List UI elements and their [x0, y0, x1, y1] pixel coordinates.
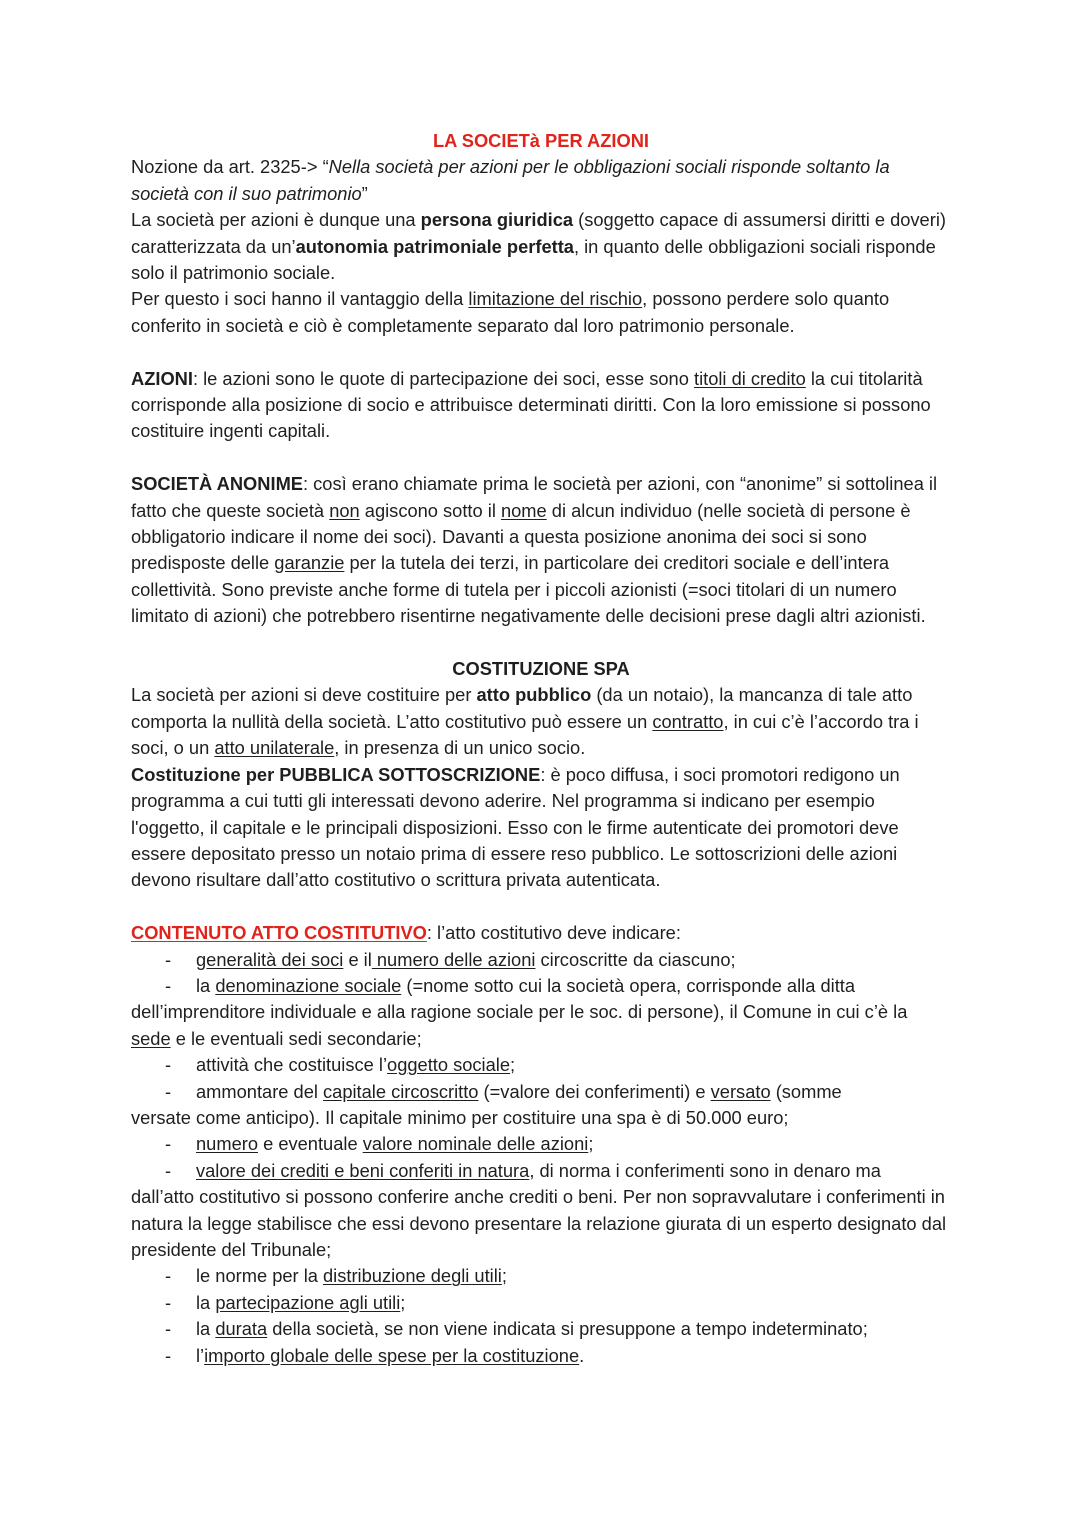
- paragraph-limitazione-rischio: Per questo i soci hanno il vantaggio della limitazione del rischio, possono perdere solo quanto conferito in società e ciò è completamente separato dal loro patrimonio personale.: [131, 288, 890, 336]
- paragraph-societa-anonime: SOCIETÀ ANONIME: così erano chiamate prima le società per azioni, con “anonime” si sottolinea il fatto che queste società non agiscono sotto il nome di alcun individuo (nelle società di persone è obbligatorio indicare il nome dei soci). Davanti a questa posizione anonima dei soci si sono predisposte delle garanzie per la tutela dei terzi, in particolare dei creditori sociale e dell’intera collettività. Sono previste anche forme di tutela per i piccoli azionisti (=soci titolari di un numero limitato di azioni) che potrebbero risentirne negativamente delle decisioni prese dagli altri azionisti.: [131, 473, 938, 627]
- list-item: - le norme per la distribuzione degli utili;: [165, 1265, 507, 1287]
- paragraph-pubblica-sottoscrizione: Costituzione per PUBBLICA SOTTOSCRIZIONE: è poco diffusa, i soci promotori redigono un programma a cui tutti gli interessati devono aderire. Nel programma si indicano per esempio l'oggetto, il capitale e le principali disposizioni. Esso con le firme autenticate dei promotori deve essere depositato presso un notaio prima di essere reso pubblico. Le sottoscrizioni delle azioni devono risultare dall’atto costitutivo o scrittura privata autenticata.: [131, 763, 900, 891]
- quote-art-2325: Nella società per azioni per le obbligazioni sociali risponde soltanto la società con il suo patrimonio: [131, 156, 890, 204]
- paragraph-azioni: AZIONI: le azioni sono le quote di partecipazione dei soci, esse sono titoli di credito la cui titolarità corrisponde alla posizione di socio e attribuisce determinati diritti. Con la loro emissione si possono costituire ingenti capitali.: [131, 367, 931, 442]
- list-item: - la partecipazione agli utili;: [165, 1291, 406, 1313]
- list-item: - la denominazione sociale (=nome sotto cui la società opera, corrisponde alla ditta dell’imprenditore individuale e alla ragione sociale per le soc. di persone), il Comune in cui c’è la sede e le eventuali sedi secondarie;: [131, 974, 908, 1049]
- page-title: LA SOCIETà PER AZIONI: [432, 130, 649, 151]
- list-item: - valore dei crediti e beni conferiti in natura, di norma i conferimenti sono in denaro ma dall’atto costitutivo si possono conferire anche crediti o beni. Per non sopravvalutare i conferimenti in natura la legge stabilisce che essi devono presentare la relazione giurata di un esperto designato dal presidente del Tribunale;: [131, 1159, 947, 1260]
- list-item: - numero e eventuale valore nominale delle azioni;: [165, 1133, 594, 1155]
- paragraph-contenuto-atto: CONTENUTO ATTO COSTITUTIVO: l’atto costitutivo deve indicare:: [131, 922, 681, 944]
- section-title-costituzione: COSTITUZIONE SPA: [452, 658, 630, 680]
- list-item: - attività che costituisce l’oggetto sociale;: [165, 1054, 516, 1076]
- paragraph-atto-pubblico: La società per azioni si deve costituire per atto pubblico (da un notaio), la mancanza di tale atto comporta la nullità della società. L’atto costitutivo può essere un contratto, in cui c’è l’accordo tra i soci, o un atto unilaterale, in presenza di un unico socio.: [131, 684, 919, 759]
- document-page: [131, 128, 951, 1369]
- paragraph-persona-giuridica: La società per azioni è dunque una persona giuridica (soggetto capace di assumersi diritti e doveri) caratterizzata da un’autonomia patrimoniale perfetta, in quanto delle obbligazioni sociali risponde solo il patrimonio sociale.: [131, 209, 946, 284]
- paragraph-nozione: Nozione da art. 2325-> “Nella società per azioni per le obbligazioni sociali risponde soltanto la società con il suo patrimonio”: [131, 156, 890, 204]
- contenuto-list: [131, 947, 951, 1370]
- list-item: - la durata della società, se non viene indicata si presuppone a tempo indeterminato;: [165, 1318, 868, 1340]
- list-item: - l’importo globale delle spese per la costituzione.: [165, 1344, 585, 1366]
- list-item: - ammontare del capitale circoscritto (=valore dei conferimenti) e versato (somme versate come anticipo). Il capitale minimo per costituire una spa è di 50.000 euro;: [131, 1080, 842, 1128]
- list-item: - generalità dei soci e il numero delle azioni circoscritte da ciascuno;: [165, 948, 736, 970]
